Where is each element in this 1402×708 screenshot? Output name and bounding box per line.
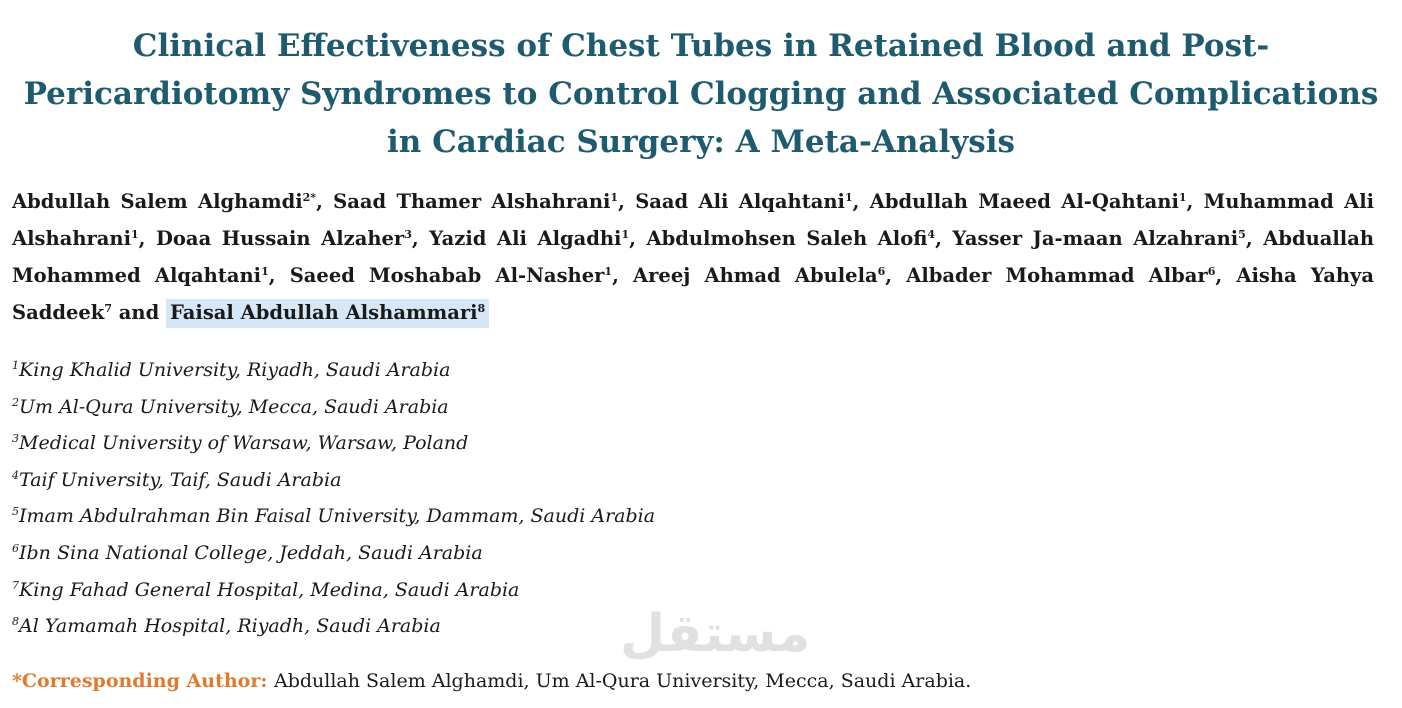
author-name: Saeed Moshabab Al-Nasher: [289, 264, 605, 287]
affiliation-item: [12, 608, 655, 645]
author-affiliation-marker: 1: [261, 265, 269, 278]
affiliation-number: 8: [12, 615, 19, 629]
affiliation-item: [12, 498, 655, 535]
affiliation-text: Medical University of Warsaw, Warsaw, Poland: [19, 432, 469, 455]
affiliation-text: Taif University, Taif, Saudi Arabia: [19, 468, 342, 491]
author-name: Abdulmohsen Saleh Alofi: [646, 227, 928, 250]
affiliation-number: 7: [12, 578, 19, 592]
corresponding-author-separator: :: [260, 670, 274, 692]
author-affiliation-marker: 2*: [302, 191, 317, 204]
author-name: Albader Mohammad Albar: [906, 264, 1208, 287]
author-affiliation-marker: 6: [877, 265, 886, 278]
author-name: Areej Ahmad Abulela: [633, 264, 878, 287]
affiliation-item: [12, 572, 655, 609]
author-affiliation-marker: 1: [131, 228, 139, 241]
affiliation-list: [12, 352, 655, 645]
watermark-logo: [612, 604, 811, 674]
author-affiliation-marker: 8: [477, 302, 486, 315]
author-name: Yasser Ja-maan Alzahrani: [952, 227, 1239, 250]
author-name: Abdullah Salem Alghamdi: [12, 190, 303, 213]
affiliation-item: [12, 462, 655, 499]
watermark-text: مستقل: [620, 604, 811, 664]
title-line: in Cardiac Surgery: A Meta-Analysis: [387, 124, 1015, 160]
author-name: Saad Thamer Alshahrani: [333, 190, 611, 213]
author-name: Yazid Ali Algadhi: [429, 227, 622, 250]
affiliation-text: Um Al-Qura University, Mecca, Saudi Arabia: [19, 395, 449, 418]
author-separator: ,: [618, 190, 636, 213]
author-name: Abdullah Maeed Al-Qahtani: [869, 190, 1179, 213]
affiliation-text: Al Yamamah Hospital, Riyadh, Saudi Arabia: [19, 615, 441, 638]
author-affiliation-marker: 6: [1207, 265, 1216, 278]
author-separator: ,: [852, 190, 870, 213]
author-separator: ,: [1245, 227, 1264, 250]
author-separator: ,: [612, 264, 634, 287]
author-separator: ,: [316, 190, 334, 213]
author-affiliation-marker: 7: [104, 302, 112, 315]
author-affiliation-marker: 1: [844, 191, 853, 204]
title-line: Pericardiotomy Syndromes to Control Clogging and Associated Complications: [23, 76, 1379, 112]
author-separator: ,: [629, 227, 647, 250]
author-affiliation-marker: 1: [604, 265, 613, 278]
affiliation-number: 6: [12, 541, 19, 555]
author-affiliation-marker: 1: [610, 191, 619, 204]
author-name: Aisha Yahya Saddeek: [12, 264, 1374, 324]
author-separator: ,: [1215, 264, 1237, 287]
author-separator: ,: [138, 227, 157, 250]
author-affiliation-marker: 1: [1178, 191, 1187, 204]
affiliation-number: 5: [12, 505, 19, 519]
author-name[interactable]: Faisal Abdullah Alshammari$^8$: [166, 299, 489, 328]
affiliation-item: [12, 389, 655, 426]
author-affiliation-marker: 4: [927, 228, 936, 241]
affiliation-item: [12, 425, 655, 462]
author-separator: ,: [935, 227, 953, 250]
author-separator: ,: [268, 264, 290, 287]
author-separator: ,: [1186, 190, 1204, 213]
author-name: Abduallah Mohammed Alqahtani: [12, 227, 1375, 287]
affiliation-number: 3: [12, 432, 19, 446]
corresponding-author-text: Abdullah Salem Alghamdi, Um Al-Qura University, Mecca, Saudi Arabia.: [274, 670, 972, 692]
affiliation-number: 4: [12, 468, 19, 482]
affiliation-text: King Khalid University, Riyadh, Saudi Arabia: [19, 359, 451, 381]
author-affiliation-marker: 5: [1238, 228, 1246, 241]
author-affiliation-marker: 1: [621, 228, 630, 241]
paper-title: [0, 22, 1402, 166]
author-name: Muhammad Ali Alshahrani: [12, 190, 1375, 250]
author-separator: ,: [411, 227, 430, 250]
corresponding-author-label: *Corresponding Author: [12, 670, 261, 692]
author-name: Saad Ali Alqahtani: [635, 190, 845, 213]
affiliation-text: Ibn Sina National College, Jeddah, Saudi Arabia: [19, 541, 483, 564]
affiliation-text: King Fahad General Hospital, Medina, Saudi Arabia: [19, 578, 520, 601]
author-list: [12, 183, 1374, 331]
author-affiliation-marker: 3: [404, 228, 412, 241]
corresponding-author: [12, 666, 971, 696]
author-name: Doaa Hussain Alzaher: [156, 227, 405, 250]
affiliation-item: [12, 352, 655, 389]
author-separator: and: [111, 301, 166, 324]
affiliation-number: 1: [12, 359, 19, 372]
affiliation-text: Imam Abdulrahman Bin Faisal University, Dammam, Saudi Arabia: [19, 505, 656, 528]
author-separator: ,: [885, 264, 907, 287]
title-line: Clinical Effectiveness of Chest Tubes in Retained Blood and Post-: [132, 28, 1270, 64]
affiliation-number: 2: [12, 395, 19, 409]
affiliation-item: [12, 535, 655, 572]
